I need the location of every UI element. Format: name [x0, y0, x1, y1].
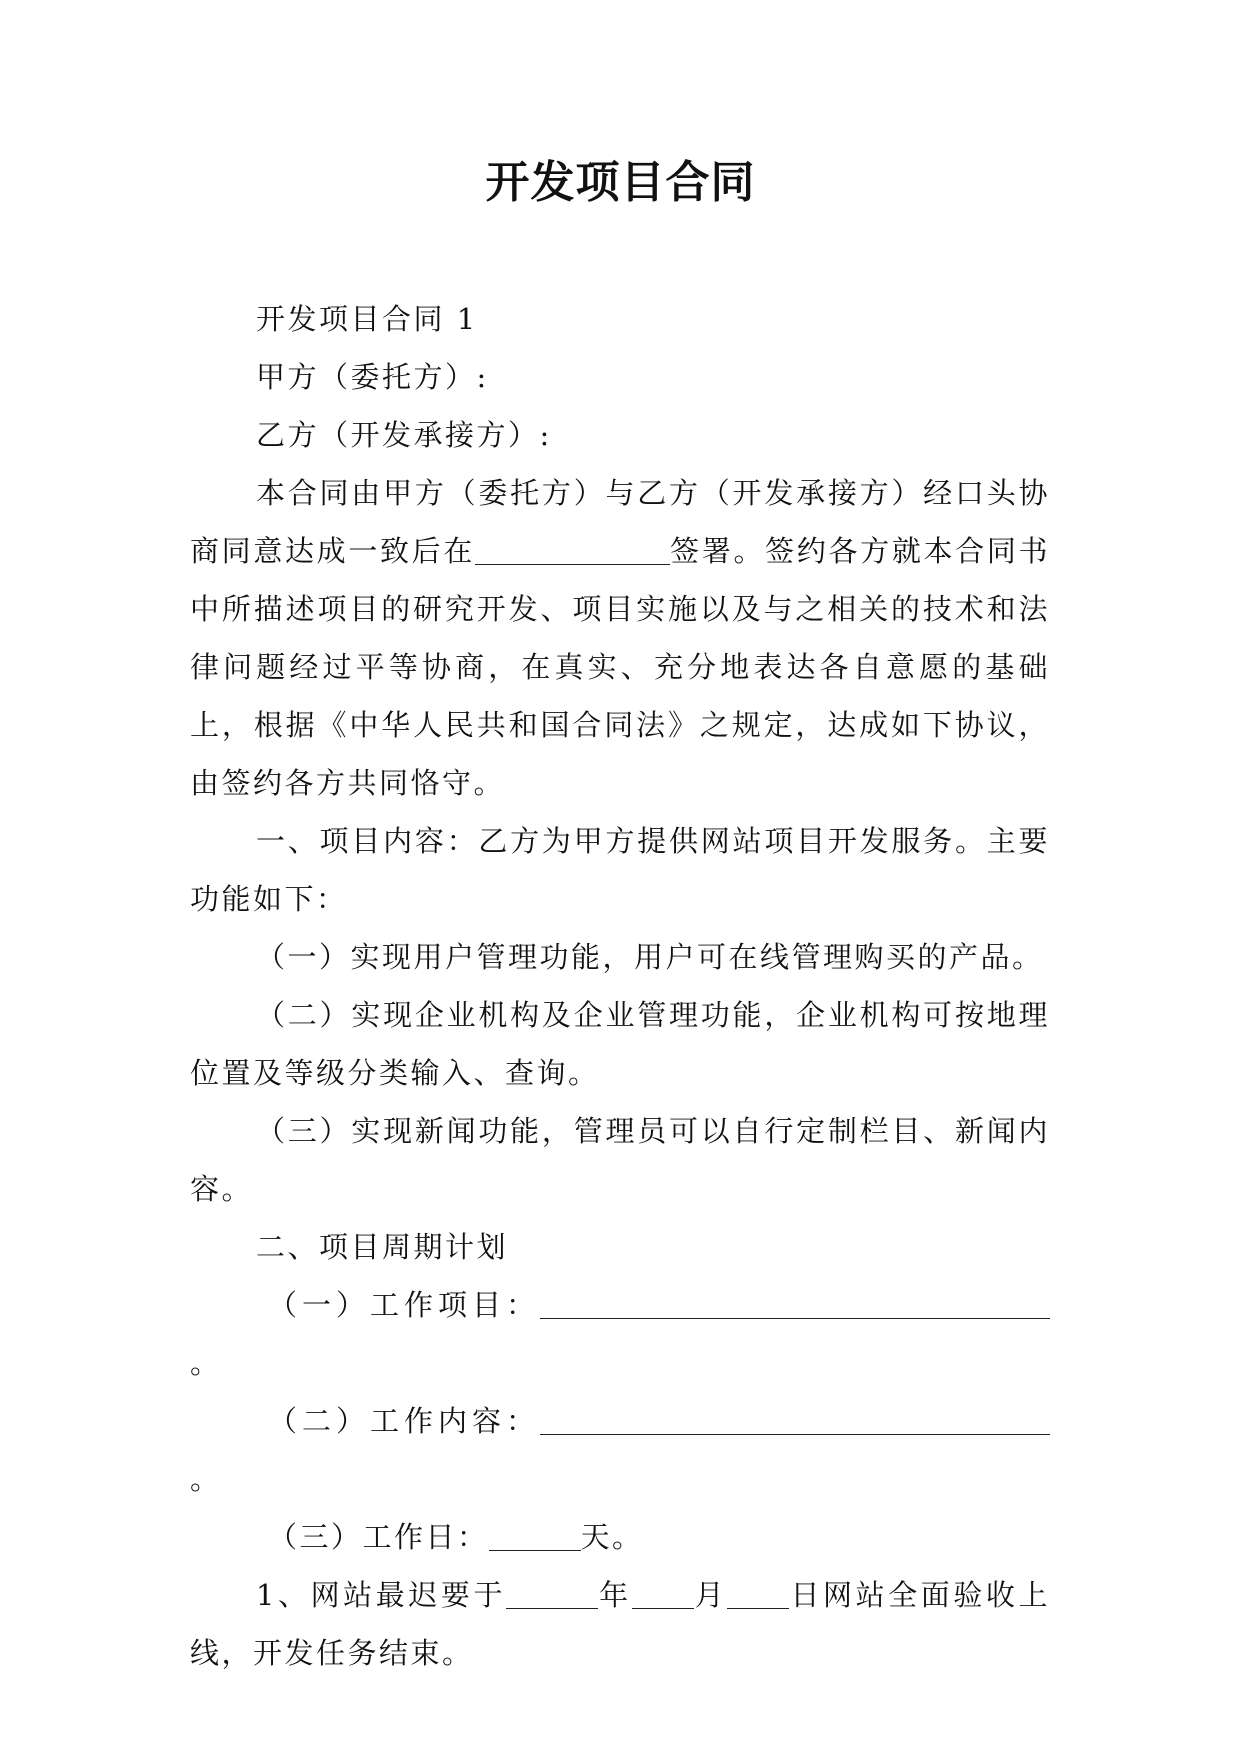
work-content-end: 。: [190, 1462, 222, 1496]
clause-1-text-part1: 1、网站最迟要于: [256, 1578, 507, 1612]
section-2-heading: 二、项目周期计划: [256, 1230, 509, 1264]
work-content-blank: [540, 1404, 1050, 1435]
clause-1-text-part2: 日网站全面验收上线，开发任务结束。: [190, 1578, 1050, 1670]
work-days-end: 天。: [580, 1520, 644, 1554]
work-item-line: [190, 1276, 1050, 1392]
intro-text-part2: 签署。签约各方就本合同书中所描述项目的研究开发、项目实施以及与之相关的技术和法律问题经过平等协商，在真实、充分地表达各自意愿的基础上，根据《中华人民共和国合同法》之规定，达成如下协议，由签约各方共同恪守。: [190, 534, 1050, 800]
section-1-item-2: （二）实现企业机构及企业管理功能，企业机构可按地理位置及等级分类输入、查询。: [190, 998, 1050, 1090]
document-title: 开发项目合同: [485, 157, 756, 208]
section-1-heading: 一、项目内容：乙方为甲方提供网站项目开发服务。主要功能如下：: [190, 824, 1050, 916]
work-item-label: （一）工作项目：: [268, 1288, 540, 1322]
work-item-blank: [540, 1288, 1050, 1319]
section-1-item-1: （一）实现用户管理功能，用户可在线管理购买的产品。: [256, 940, 1044, 974]
heading-line: 开发项目合同 1: [256, 302, 478, 336]
month-label: 月: [693, 1578, 728, 1612]
work-content-line: [190, 1392, 1050, 1508]
day-blank: [727, 1578, 789, 1609]
intro-paragraph: [190, 464, 1050, 812]
month-blank: [632, 1578, 694, 1609]
work-days-line: [190, 1508, 1050, 1566]
intro-text-part1: 本合同由甲方（委托方）与乙方（开发承接方）经口头协商同意达成一致后在: [190, 476, 1050, 568]
work-item-end: 。: [190, 1346, 222, 1380]
party-b-line: 乙方（开发承接方）:: [256, 418, 552, 452]
year-blank: [506, 1578, 598, 1609]
section-1-item-3: （三）实现新闻功能，管理员可以自行定制栏目、新闻内容。: [190, 1114, 1050, 1206]
year-label: 年: [598, 1578, 632, 1612]
party-a-line: 甲方（委托方）:: [256, 360, 489, 394]
clause-1-paragraph: [190, 1566, 1050, 1682]
work-days-label: （三）工作日：: [268, 1520, 489, 1554]
document-body: [190, 290, 1050, 1682]
work-days-blank: [489, 1520, 581, 1551]
work-content-label: （二）工作内容：: [268, 1404, 540, 1438]
signing-place-blank: [475, 534, 670, 565]
